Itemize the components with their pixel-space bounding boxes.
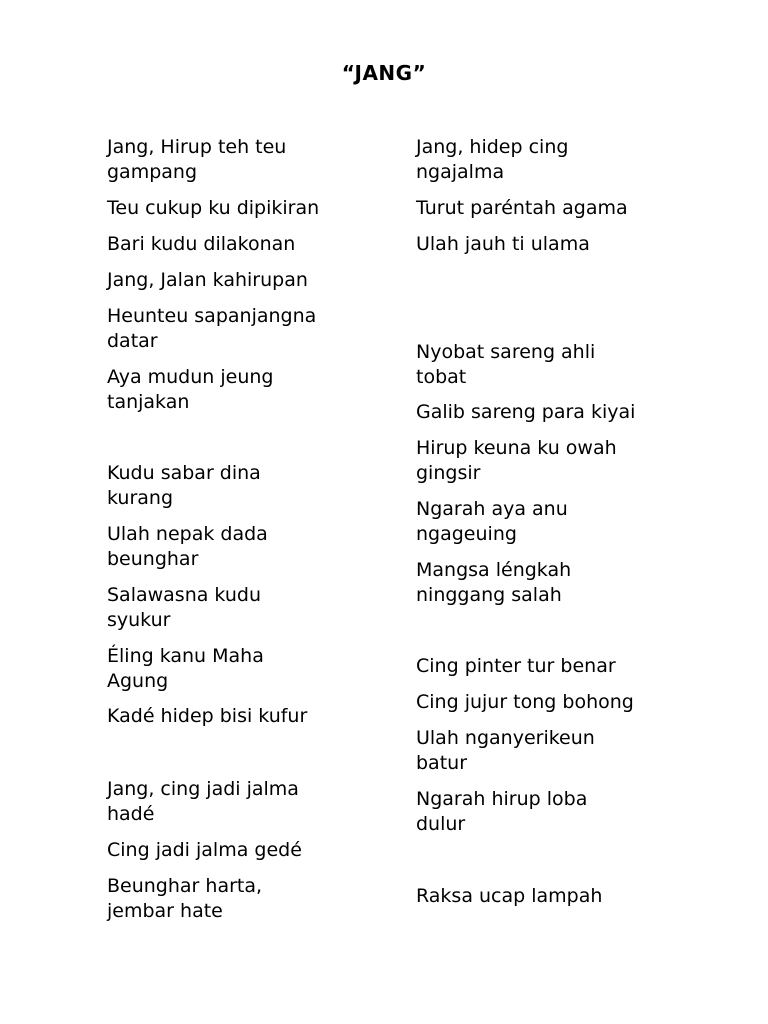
poem-line: gingsir <box>416 462 481 484</box>
poem-line: ninggang salah <box>416 584 562 606</box>
poem-line: Cing jujur tong bohong <box>416 691 634 713</box>
poem-line: Ngarah aya anu <box>416 498 568 520</box>
poem-line: Kudu sabar dina <box>107 462 261 484</box>
poem-line: ngajalma <box>416 161 505 183</box>
poem-line: gampang <box>107 161 198 183</box>
poem-line: Éling kanu Maha <box>107 645 264 667</box>
poem-line: beunghar <box>107 548 199 570</box>
poem-line: Kadé hidep bisi kufur <box>107 705 308 727</box>
poem-line: Turut paréntah agama <box>416 197 628 219</box>
poem-line: tobat <box>416 366 467 388</box>
poem-line: Ulah jauh ti ulama <box>416 233 590 255</box>
poem-line: Bari kudu dilakonan <box>107 233 296 255</box>
poem-line: Cing pinter tur benar <box>416 655 616 677</box>
poem-line: Galib sareng para kiyai <box>416 401 636 423</box>
poem-line: jembar hate <box>107 900 223 922</box>
poem-line: Nyobat sareng ahli <box>416 341 596 363</box>
poem-line: Agung <box>107 670 169 692</box>
poem-line: Mangsa léngkah <box>416 559 572 581</box>
poem-line: kurang <box>107 487 174 509</box>
poem-line: batur <box>416 752 468 774</box>
poem-line: Raksa ucap lampah <box>416 885 603 907</box>
poem-line: Jang, cing jadi jalma <box>107 778 299 800</box>
poem-line: Ulah nganyerikeun <box>416 727 595 749</box>
poem-line: tanjakan <box>107 391 190 413</box>
poem-line: Aya mudun jeung <box>107 366 274 388</box>
poem-line: Hirup keuna ku owah <box>416 437 617 459</box>
poem-line: Ngarah hirup loba <box>416 788 588 810</box>
poem-line: Jang, Hirup teh teu <box>107 136 287 158</box>
poem-line: Cing jadi jalma gedé <box>107 839 302 861</box>
poem-line: hadé <box>107 803 155 825</box>
poem-line: Jang, Jalan kahirupan <box>107 269 308 291</box>
poem-title: “JANG” <box>341 61 427 85</box>
poem-line: Beunghar harta, <box>107 875 263 897</box>
poem-line: Ulah nepak dada <box>107 523 268 545</box>
poem-line: Jang, hidep cing <box>416 136 569 158</box>
poem-line: syukur <box>107 609 171 631</box>
poem-line: dulur <box>416 813 466 835</box>
poem-line: ngageuing <box>416 523 517 545</box>
poem-line: Salawasna kudu <box>107 584 261 606</box>
poem-line: Heunteu sapanjangna <box>107 305 317 327</box>
poem-line: datar <box>107 330 158 352</box>
poem-line: Teu cukup ku dipikiran <box>107 197 320 219</box>
